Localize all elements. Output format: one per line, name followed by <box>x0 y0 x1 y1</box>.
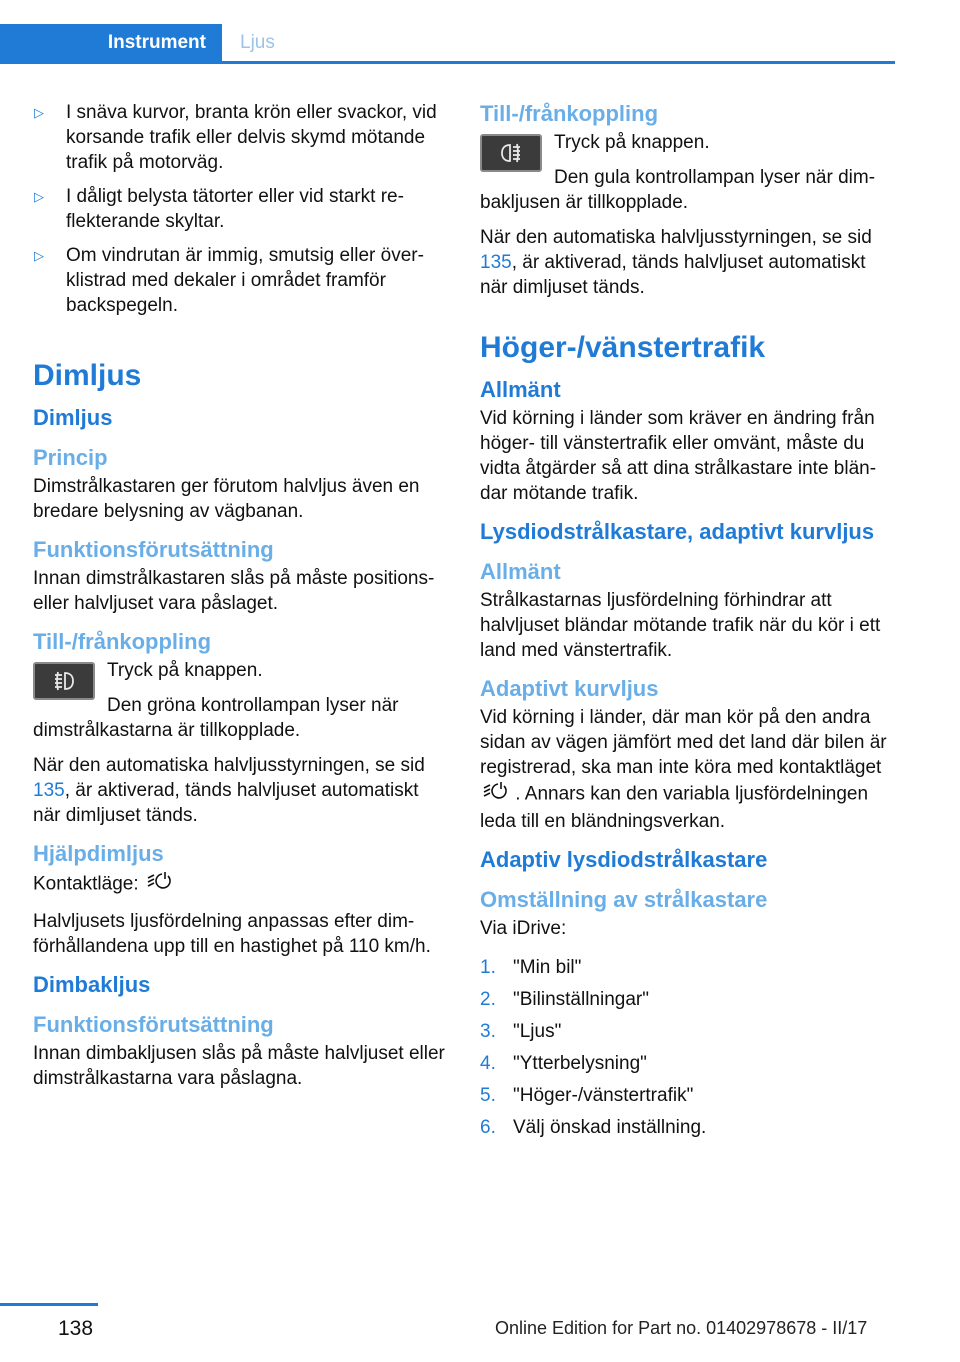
paragraph-princip: Dimstrålkastaren ger förutom halvljus även en bredare belysning av vägbanan. <box>33 476 420 522</box>
front-fog-light-button-icon <box>33 662 95 700</box>
paragraph-kontakt: Kontaktläge: <box>33 870 445 899</box>
paragraph-funktion: Innan dimstrålkastaren slås på måste positions- eller halvljuset vara påslaget. <box>33 568 435 614</box>
list-item: 2. "Bilinställningar" <box>480 989 649 1010</box>
triangle-bullet-icon: ▷ <box>34 189 44 204</box>
heading-funktionsforutsattning-2: Funktionsförutsättning <box>33 1012 274 1037</box>
list-item: 4. "Ytterbelysning" <box>480 1053 647 1074</box>
ignition-position-icon <box>144 870 174 899</box>
list-item: 6. Välj önskad inställning. <box>480 1117 707 1138</box>
heading-adaptivt-kurvljus: Adaptivt kurvljus <box>480 676 659 701</box>
subsection-dimbakljus: Dimbakljus <box>33 972 151 997</box>
right-column <box>480 100 892 1147</box>
list-item: ▷ Om vindrutan är immig, smutsig eller överklistrad med dekaler i området framför backspegeln. <box>34 245 424 316</box>
footer-edition: Online Edition for Part no. 01402978678 - II/17 <box>495 1318 868 1338</box>
paragraph-auto-right: När den automatiska halvljusstyrningen, se sid 135, är aktiverad, tänds halvljuset automatiskt när dimljuset tänds. <box>480 227 872 298</box>
page-link-135-right[interactable]: 135 <box>480 252 512 273</box>
subsection-allmant: Allmänt <box>480 377 561 402</box>
section-title-hoger-vanstertrafik: Höger-/vänstertrafik <box>480 331 766 364</box>
heading-funktionsforutsattning: Funktionsförutsättning <box>33 537 274 562</box>
paragraph-halvljus: Halvljusets ljusfördelning anpassas efter dimförhållandena upp till en hastighet på 110 km/h. <box>33 911 431 957</box>
heading-allmant: Allmänt <box>480 559 561 584</box>
list-item: ▷ I snäva kurvor, branta krön eller svackor, vid korsande trafik eller delvis skymd mötande trafik på motorväg. <box>34 102 437 173</box>
paragraph-funktion-2: Innan dimbakljusen slås på måste halvljuset eller dimstrålkastarna vara påslagna. <box>33 1043 445 1089</box>
subsection-lysdiodstralkastare: Lysdiodstrålkastare, adaptivt kurvljus <box>480 519 875 544</box>
paragraph-gula: Den gula kontrollampan lyser när dimbakljusen är tillkopplade. <box>480 167 876 213</box>
tab-ljus[interactable]: Ljus <box>240 32 275 53</box>
list-item: ▷ I dåligt belysta tätorter eller vid starkt reflekterande skyltar. <box>34 186 404 232</box>
page-number: 138 <box>58 1317 94 1340</box>
paragraph-stralkastare: Strålkastarnas ljusfördelning förhindrar att halvljuset bländar mötande trafik när du kör i ett land med vänstertrafik. <box>480 590 881 661</box>
list-item: 1. "Min bil" <box>480 957 582 978</box>
ignition-position-icon <box>480 780 510 809</box>
triangle-bullet-icon: ▷ <box>34 248 44 263</box>
heading-hjalpdimljus: Hjälpdimljus <box>33 841 164 866</box>
rear-fog-button-row <box>480 130 892 215</box>
rear-fog-light-button-icon <box>480 134 542 172</box>
page-number-rule <box>0 1303 98 1306</box>
paragraph-grona: Den gröna kontrollampan lyser när dimstrålkastarna är tillkopplade. <box>33 695 399 741</box>
tab-instrument[interactable]: Instrument <box>0 24 222 61</box>
subsection-dimljus: Dimljus <box>33 405 113 430</box>
heading-till-frankoppling: Till-/frånkoppling <box>33 629 212 654</box>
header-tabs <box>0 24 895 64</box>
paragraph-auto: När den automatiska halvljusstyrningen, se sid 135, är aktiverad, tänds halvljuset automatiskt när dimljuset tänds. <box>33 755 425 826</box>
paragraph-tryck-right: Tryck på knappen. <box>554 132 710 153</box>
heading-princip: Princip <box>33 445 108 470</box>
paragraph-tryck: Tryck på knappen. <box>107 660 263 681</box>
paragraph-adaptivt: Vid körning i länder, där man kör på den andra sidan av vägen jämfört med det land där bilen är registrerad, ska man inte köra med kontaktläget . Annars kan den variabla ljusfördelningen leda till en bländningsverkan. <box>480 707 887 832</box>
subsection-adaptiv-lysdiodstralkastare: Adaptiv lysdiodstrålkastare <box>480 847 768 872</box>
heading-omstallning: Omställning av strålkastare <box>480 887 768 912</box>
triangle-bullet-icon: ▷ <box>34 105 44 120</box>
fog-light-button-row <box>33 658 445 743</box>
page-link-135[interactable]: 135 <box>33 780 65 801</box>
list-item: 3. "Ljus" <box>480 1021 562 1042</box>
left-column <box>33 100 445 1101</box>
paragraph-allmant: Vid körning i länder som kräver en ändring från höger- till vänstertrafik eller omvänt, måste du vidta åtgärder så att dina strålkastare inte bländar mötande trafik. <box>480 408 877 504</box>
section-title-dimljus: Dimljus <box>33 359 142 392</box>
heading-till-frankoppling-right: Till-/frånkoppling <box>480 101 659 126</box>
paragraph-idrive: Via iDrive: <box>480 918 567 939</box>
list-item: 5. "Höger-/vänstertrafik" <box>480 1085 694 1106</box>
